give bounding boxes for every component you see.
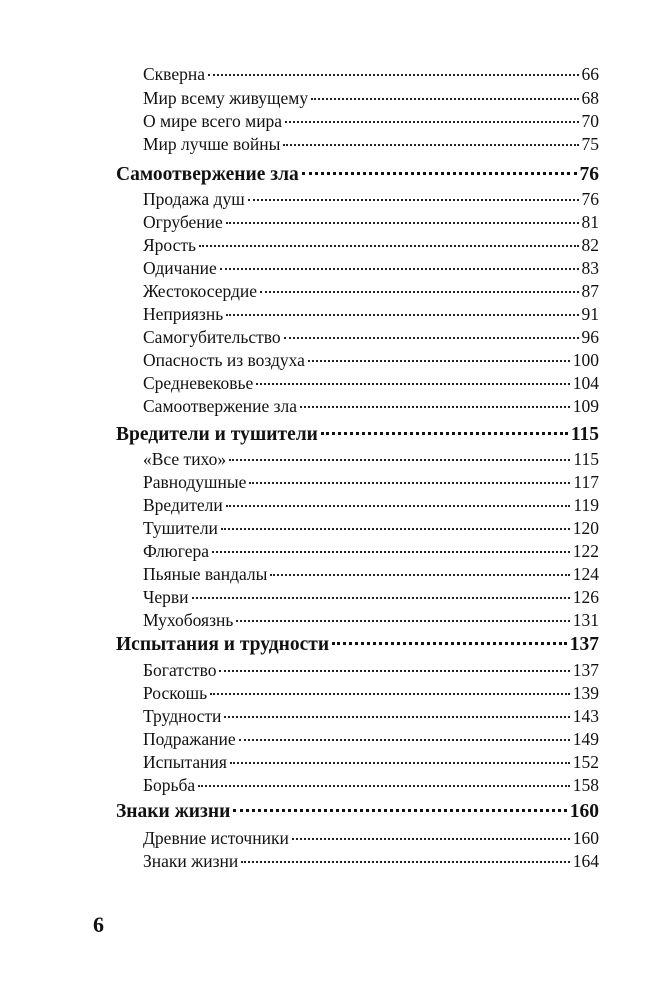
dot-leader xyxy=(221,528,570,530)
dot-leader xyxy=(260,291,578,293)
toc-title: Древние источники xyxy=(143,828,289,848)
dot-leader xyxy=(239,739,570,741)
dot-leader xyxy=(270,574,569,576)
toc-entry xyxy=(143,660,599,682)
toc-title: Черви xyxy=(143,587,189,607)
toc-page-number: 96 xyxy=(581,327,599,347)
toc-title: Испытания xyxy=(143,752,227,772)
toc-entry xyxy=(143,350,599,372)
toc-entry xyxy=(143,610,599,632)
toc-entry xyxy=(143,541,599,563)
toc-section xyxy=(116,634,599,660)
toc-page-number: 120 xyxy=(572,518,599,538)
toc-page-number: 76 xyxy=(581,189,599,209)
toc-title: Ярость xyxy=(143,235,197,255)
dot-leader xyxy=(229,459,570,461)
toc-title: Огрубение xyxy=(143,212,223,232)
dot-leader xyxy=(226,222,579,224)
dot-leader xyxy=(292,838,570,840)
toc-title: Подражание xyxy=(143,729,236,749)
toc-title: Мир лучше войны xyxy=(143,134,281,154)
dot-leader xyxy=(332,642,567,645)
toc-title: Мухобоязнь xyxy=(143,610,234,630)
toc-title: Скверна xyxy=(143,64,205,84)
toc-page-number: 137 xyxy=(572,660,599,680)
toc-title: Знаки жизни xyxy=(143,851,239,871)
toc-page-number: 115 xyxy=(570,424,599,445)
dot-leader xyxy=(210,693,570,695)
toc-page-number: 149 xyxy=(572,729,599,749)
toc-entry xyxy=(143,327,599,349)
toc-entry xyxy=(143,564,599,586)
toc-section xyxy=(116,801,599,827)
toc-entry xyxy=(143,304,599,326)
toc-page-number: 160 xyxy=(572,828,599,848)
toc-title: Жестокосердие xyxy=(143,281,258,301)
toc-title: Знаки жизни xyxy=(116,801,231,822)
toc-entry xyxy=(143,851,599,873)
toc-title: Самогубительство xyxy=(143,327,281,347)
toc-title: Вредители xyxy=(143,495,223,515)
dot-leader xyxy=(219,670,569,672)
toc-entry xyxy=(143,683,599,705)
toc-section xyxy=(116,424,599,450)
toc-page-number: 76 xyxy=(579,164,599,185)
dot-leader xyxy=(248,199,579,201)
toc-page-number: 131 xyxy=(572,610,599,630)
toc-entry xyxy=(143,111,599,133)
toc-title: Самоотвержение зла xyxy=(143,396,298,416)
dot-leader xyxy=(230,762,570,764)
toc-entry xyxy=(143,449,599,471)
toc-section xyxy=(116,164,599,190)
toc-title: Вредители и тушители xyxy=(116,424,318,445)
dot-leader xyxy=(212,551,570,553)
toc-title: Продажа душ xyxy=(143,189,245,209)
toc-title: Равнодушные xyxy=(143,472,247,492)
toc-entry xyxy=(143,518,599,540)
dot-leader xyxy=(284,337,579,339)
dot-leader xyxy=(233,809,566,812)
toc-title: «Все тихо» xyxy=(143,449,227,469)
toc-title: Тушители xyxy=(143,518,218,538)
toc-page-number: 143 xyxy=(572,706,599,726)
toc-entry xyxy=(143,472,599,494)
toc-page-number: 81 xyxy=(581,212,599,232)
dot-leader xyxy=(308,360,570,362)
toc-entry xyxy=(143,828,599,850)
toc-page-number: 152 xyxy=(572,752,599,772)
toc-page-number: 109 xyxy=(572,396,599,416)
dot-leader xyxy=(226,314,578,316)
toc-title: Флюгера xyxy=(143,541,209,561)
dot-leader xyxy=(285,121,578,123)
toc-page-number: 158 xyxy=(572,775,599,795)
dot-leader xyxy=(283,144,578,146)
toc-page-number: 82 xyxy=(581,235,599,255)
toc-entry xyxy=(143,396,599,418)
toc-page-number: 87 xyxy=(581,281,599,301)
toc-entry xyxy=(143,495,599,517)
toc-title: Средневековье xyxy=(143,373,254,393)
toc-title: Испытания и трудности xyxy=(116,634,330,655)
toc-page-number: 137 xyxy=(569,634,599,655)
toc-page-number: 164 xyxy=(572,851,599,871)
dot-leader xyxy=(224,716,569,718)
dot-leader xyxy=(300,406,570,408)
toc-entry xyxy=(143,258,599,280)
toc-title: Пьяные вандалы xyxy=(143,564,268,584)
toc-entry xyxy=(143,88,599,110)
toc-title: Трудности xyxy=(143,706,222,726)
dot-leader xyxy=(192,597,570,599)
toc-page-number: 70 xyxy=(581,111,599,131)
toc-title: Мир всему живущему xyxy=(143,88,309,108)
toc-entry xyxy=(143,212,599,234)
dot-leader xyxy=(321,432,568,435)
toc-page-number: 83 xyxy=(581,258,599,278)
toc-page-number: 160 xyxy=(569,801,599,822)
toc-title: Самоотвержение зла xyxy=(116,164,299,185)
dot-leader xyxy=(226,505,571,507)
toc-page-number: 117 xyxy=(573,472,599,492)
toc-page-number: 75 xyxy=(581,134,599,154)
toc-entry xyxy=(143,729,599,751)
dot-leader xyxy=(249,482,570,484)
toc-page-number: 104 xyxy=(572,373,599,393)
dot-leader xyxy=(198,785,570,787)
dot-leader xyxy=(236,620,569,622)
dot-leader xyxy=(302,172,577,175)
dot-leader xyxy=(256,383,569,385)
toc-title: Богатство xyxy=(143,660,217,680)
toc-page-number: 139 xyxy=(572,683,599,703)
toc-page-number: 124 xyxy=(572,564,599,584)
toc-title: Борьба xyxy=(143,775,196,795)
toc-page-number: 126 xyxy=(572,587,599,607)
toc-entry xyxy=(143,752,599,774)
toc-title: Неприязнь xyxy=(143,304,224,324)
toc-page-number: 68 xyxy=(581,88,599,108)
toc-entry xyxy=(143,134,599,156)
toc-entry xyxy=(143,281,599,303)
page-number: 6 xyxy=(93,912,104,937)
toc-entry xyxy=(143,706,599,728)
toc-page-number: 91 xyxy=(581,304,599,324)
toc-entry xyxy=(143,587,599,609)
dot-leader xyxy=(241,861,570,863)
toc-entry xyxy=(143,64,599,86)
toc-page-number: 115 xyxy=(573,449,599,469)
toc-page-number: 122 xyxy=(572,541,599,561)
toc-entry xyxy=(143,189,599,211)
dot-leader xyxy=(311,98,578,100)
toc-page-number: 119 xyxy=(573,495,599,515)
dot-leader xyxy=(208,74,579,76)
toc-entry xyxy=(143,235,599,257)
toc-page-number: 100 xyxy=(572,350,599,370)
toc-page-number: 66 xyxy=(581,64,599,84)
toc-entry xyxy=(143,775,599,797)
dot-leader xyxy=(220,268,579,270)
toc-title: О мире всего мира xyxy=(143,111,283,131)
toc-entry xyxy=(143,373,599,395)
toc-title: Опасность из воздуха xyxy=(143,350,305,370)
toc-title: Роскошь xyxy=(143,683,208,703)
dot-leader xyxy=(199,245,578,247)
toc-title: Одичание xyxy=(143,258,217,278)
